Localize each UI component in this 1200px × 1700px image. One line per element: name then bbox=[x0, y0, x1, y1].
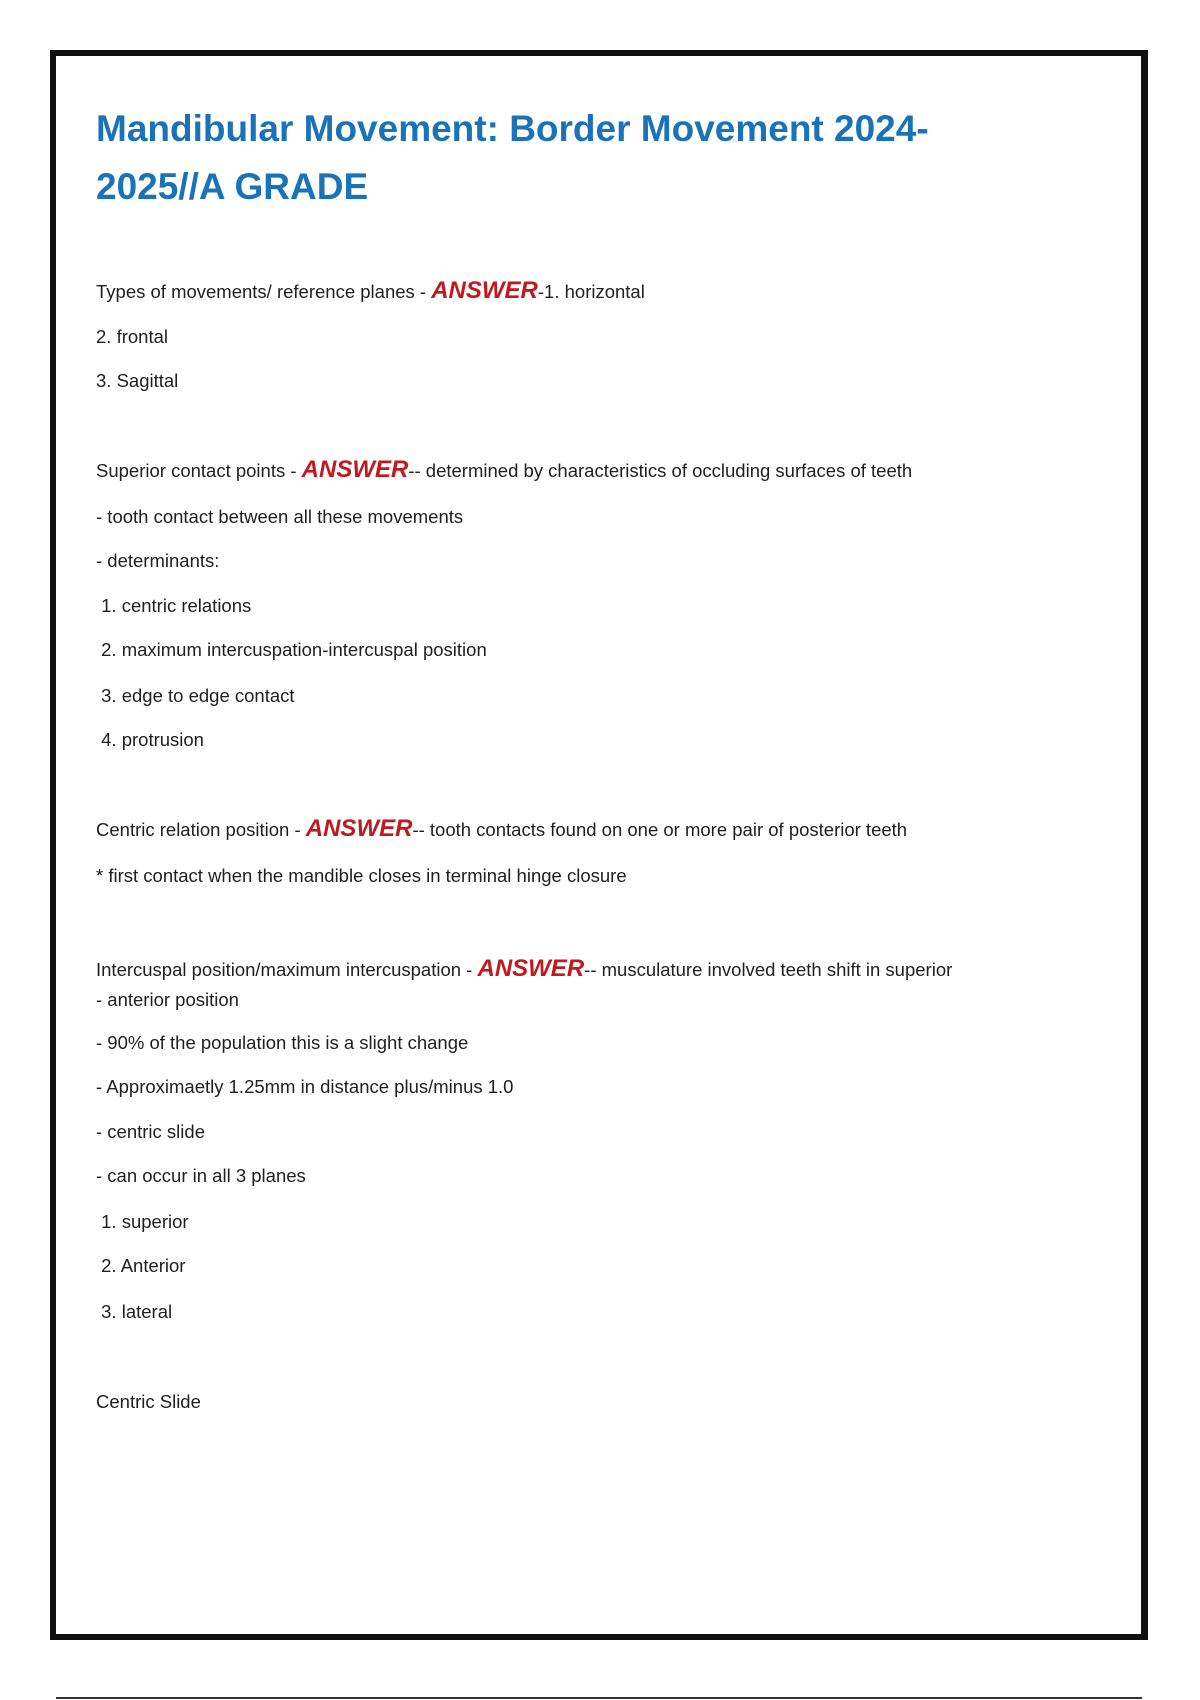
answer-line: - tooth contact between all these movements bbox=[96, 506, 464, 527]
answer-line: 2. maximum intercuspation-intercuspal position bbox=[96, 639, 487, 660]
qa-item bbox=[96, 815, 1056, 887]
document-content bbox=[96, 100, 1056, 1413]
answer-line: - determinants: bbox=[96, 550, 220, 571]
answer-text: -- tooth contacts found on one or more pair of posterior teeth bbox=[412, 819, 908, 840]
question-text: Types of movements/ reference planes - bbox=[96, 281, 432, 302]
answer-line: - Approximaetly 1.25mm in distance plus/minus 1.0 bbox=[96, 1076, 514, 1097]
answer-label: ANSWER bbox=[477, 955, 585, 982]
question-line: Centric Slide bbox=[96, 1391, 201, 1412]
answer-line: - centric slide bbox=[96, 1121, 205, 1142]
answer-line: * first contact when the mandible closes in terminal hinge closure bbox=[96, 865, 627, 886]
question-line bbox=[96, 277, 1056, 304]
answer-label: ANSWER bbox=[301, 456, 409, 483]
document-title: Mandibular Movement: Border Movement 2024-2025//A GRADE bbox=[96, 108, 929, 207]
answer-line: 2. frontal bbox=[96, 326, 168, 347]
answer-line: 2. Anterior bbox=[96, 1255, 186, 1276]
answer-label: ANSWER bbox=[431, 277, 538, 304]
qa-item bbox=[96, 954, 956, 1323]
qa-item bbox=[96, 456, 1056, 751]
answer-text: -- musculature involved teeth shift in superior - anterior position bbox=[96, 959, 958, 1010]
answer-line: - 90% of the population this is a slight change bbox=[96, 1032, 469, 1053]
answer-line: 1. superior bbox=[96, 1211, 189, 1232]
answer-line: 3. edge to edge contact bbox=[96, 685, 295, 706]
next-page-edge bbox=[56, 1697, 1142, 1699]
question-text: Intercuspal position/maximum intercuspation - bbox=[96, 959, 478, 980]
question-line bbox=[96, 815, 1056, 842]
qa-item bbox=[96, 277, 1056, 392]
answer-line: 3. lateral bbox=[96, 1301, 173, 1322]
question-text: Centric relation position - bbox=[96, 819, 306, 840]
answer-text: -- determined by characteristics of occluding surfaces of teeth bbox=[408, 460, 913, 481]
question-line bbox=[96, 456, 1056, 483]
question-text: Superior contact points - bbox=[96, 460, 302, 481]
answer-line: - can occur in all 3 planes bbox=[96, 1165, 306, 1186]
answer-line: 3. Sagittal bbox=[96, 370, 179, 391]
answer-label: ANSWER bbox=[305, 815, 413, 842]
question-line bbox=[96, 954, 956, 1015]
answer-line: 1. centric relations bbox=[96, 595, 252, 616]
answer-text: -1. horizontal bbox=[537, 281, 645, 302]
answer-line: 4. protrusion bbox=[96, 729, 204, 750]
